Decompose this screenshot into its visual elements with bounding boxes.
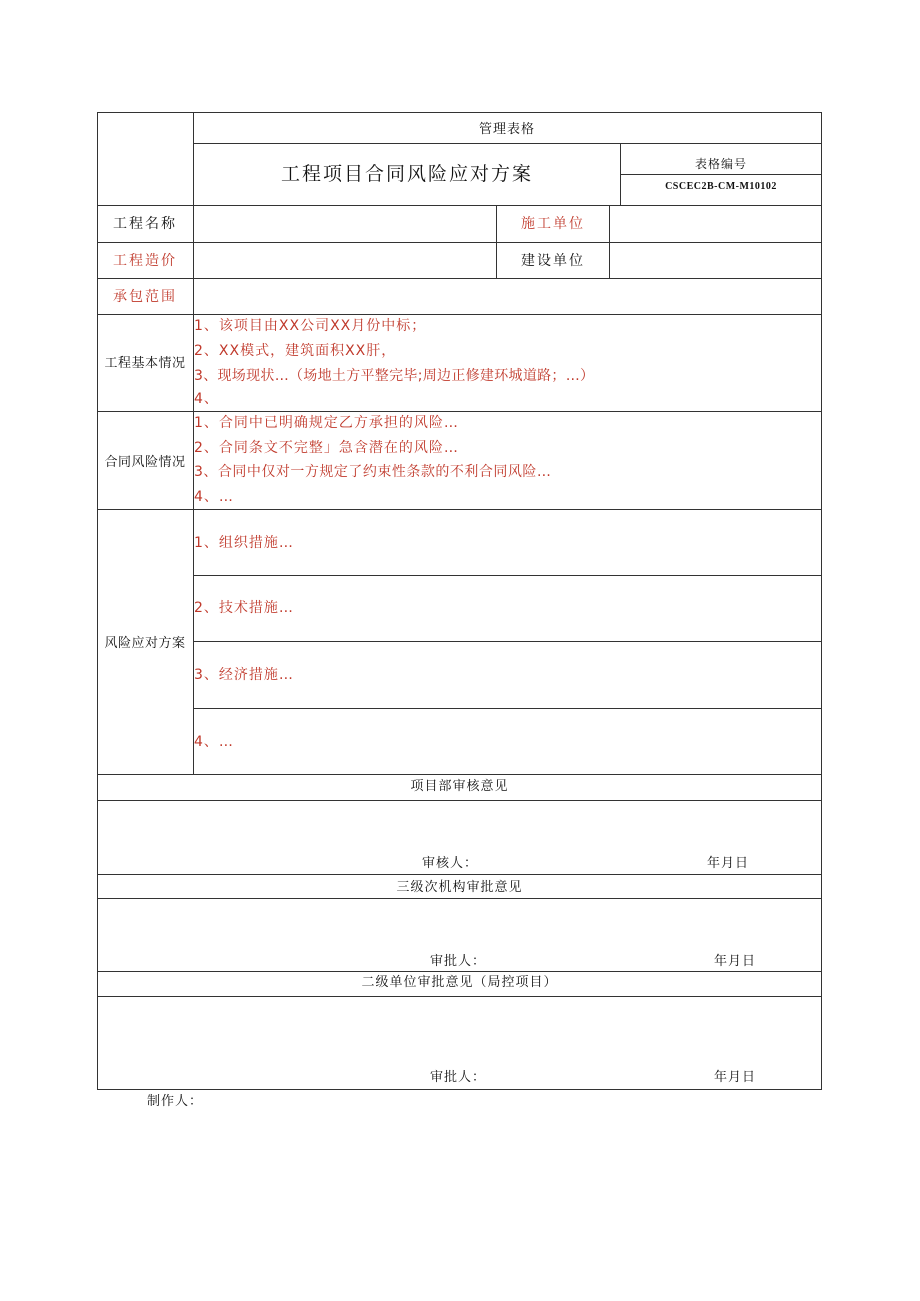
scope-field[interactable] [194,279,821,314]
form-category: 管理表格 [478,122,535,137]
plan-item-economic: 3、经济措施… [194,667,294,683]
basic-situation-label: 工程基本情况 [104,356,186,371]
basic-item-4: 4、 [194,391,219,407]
owner-label: 建设单位 [521,253,585,269]
tier3-approval-date: 年月日 [714,954,757,969]
page-title: 工程项目合同风险应对方案 [280,163,533,185]
project-reviewer-label: 审核人： [422,856,479,871]
tier2-approval-title: 二级单位审批意见（局控项目） [361,975,558,990]
basic-item-2: 2、XX模式，建筑面积XX肝， [194,343,397,359]
owner-field[interactable] [610,243,821,278]
contractor-field[interactable] [610,206,821,242]
tier2-approval-date: 年月日 [714,1070,757,1085]
plan-item-other: 4、… [194,734,234,750]
risk-item-4: 4、… [194,489,234,505]
risk-item-1: 1、合同中已明确规定乙方承担的风险… [194,415,459,431]
basic-item-1: 1、该项目由XX公司XX月份中标； [194,318,427,334]
project-name-label: 工程名称 [113,216,177,232]
plan-item-organization: 1、组织措施… [194,535,294,551]
project-review-date: 年月日 [707,856,750,871]
risk-item-3: 3、合同中仅对一方规定了约束性条款的不利合同风险… [194,464,552,480]
form-number-label: 表格编号 [694,157,747,171]
tier2-approval-field[interactable] [98,997,821,1065]
project-cost-label: 工程造价 [113,253,177,269]
form-number: CSCEC2B-CM-M10102 [665,181,777,192]
project-review-field[interactable] [98,801,821,851]
tier3-approval-title: 三级次机构审批意见 [396,880,523,895]
plan-item-technical: 2、技术措施… [194,600,294,616]
project-name-field[interactable] [194,206,496,242]
tier3-approver-label: 审批人： [430,954,487,969]
project-review-title: 项目部审核意见 [410,779,509,794]
risk-item-2: 2、合同条文不完整」急含潜在的风险… [194,440,459,456]
maker-label: 制作人： [147,1094,204,1109]
scope-label: 承包范围 [113,289,177,305]
project-cost-field[interactable] [194,243,496,278]
basic-item-3: 3、现场现状…（场地土方平整完毕;周边正修建环城道路；…） [194,368,595,384]
response-plan-label: 风险应对方案 [104,636,186,651]
contract-risk-label: 合同风险情况 [104,455,186,470]
tier2-approver-label: 审批人： [430,1070,487,1085]
contractor-label: 施工单位 [521,216,585,232]
tier3-approval-field[interactable] [98,899,821,949]
